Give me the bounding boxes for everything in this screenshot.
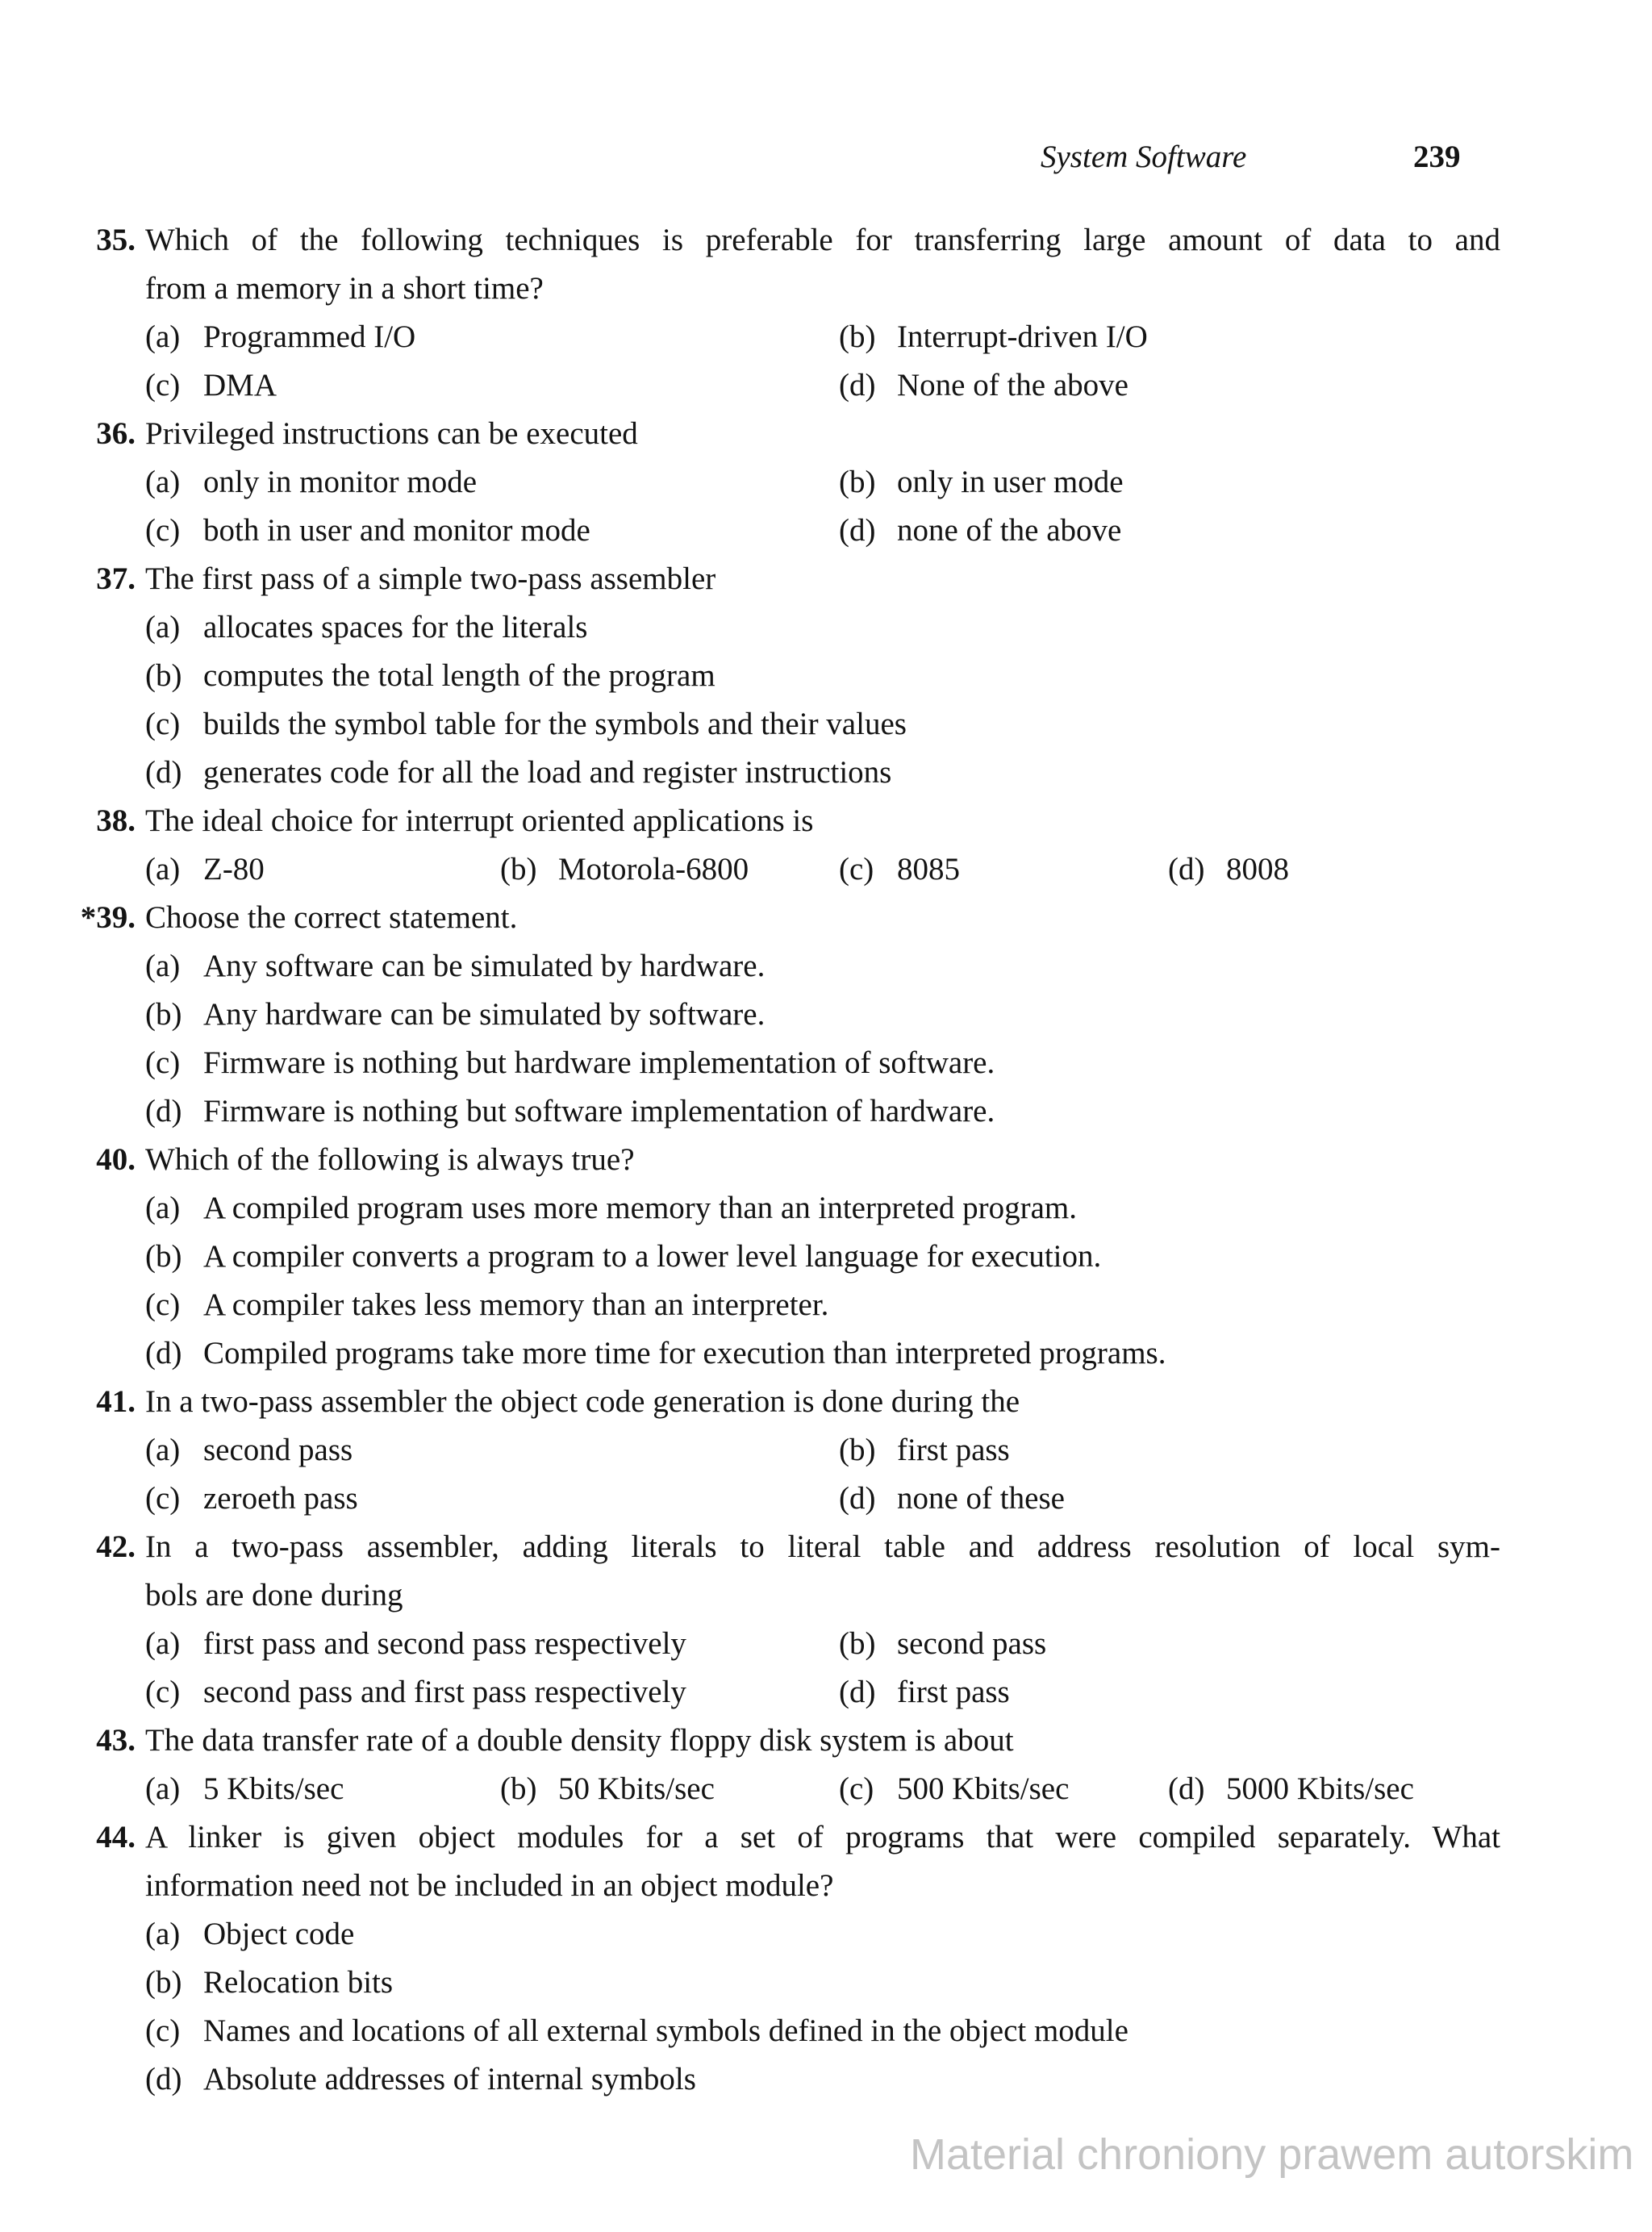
option-text: second pass and first pass respectively xyxy=(203,1675,686,1709)
option-label: (b) xyxy=(500,852,537,887)
question-line xyxy=(0,1378,1652,1426)
question-text: Privileged instructions can be executed xyxy=(145,416,638,451)
option-row xyxy=(0,1426,1652,1475)
question xyxy=(0,1813,1652,2104)
question xyxy=(0,410,1652,555)
option-text: Compiled programs take more time for execution than interpreted programs. xyxy=(203,1336,1166,1370)
question-text: Which of the following techniques is preferable for transferring large amount of data to and xyxy=(145,223,1500,257)
answer-option xyxy=(145,1765,344,1813)
option-label: (b) xyxy=(839,1433,876,1467)
option-row xyxy=(0,1959,1652,2007)
option-text: zeroeth pass xyxy=(203,1481,358,1516)
question-line xyxy=(0,1571,1652,1620)
answer-options xyxy=(0,845,1652,894)
question-list xyxy=(0,216,1652,2104)
option-label: (c) xyxy=(145,707,181,741)
question-number: 36. xyxy=(96,416,136,451)
option-text: allocates spaces for the literals xyxy=(203,610,588,645)
answer-options xyxy=(0,1620,1652,1717)
answer-option xyxy=(1168,845,1289,894)
option-row xyxy=(0,845,1652,894)
option-row xyxy=(0,991,1652,1039)
option-text: A compiler converts a program to a lower level language for execution. xyxy=(203,1239,1102,1274)
answer-option xyxy=(145,1620,686,1668)
question-text: Choose the correct statement. xyxy=(145,900,518,935)
option-row xyxy=(0,2055,1652,2104)
option-text: second pass xyxy=(203,1433,353,1467)
option-row xyxy=(0,1910,1652,1959)
question-line xyxy=(0,894,1652,942)
question xyxy=(0,1136,1652,1378)
answer-options xyxy=(0,942,1652,1136)
answer-option xyxy=(145,2055,696,2104)
question-text: The ideal choice for interrupt oriented applications is xyxy=(145,803,814,838)
question-text: from a memory in a short time? xyxy=(145,271,544,306)
option-text: first pass and second pass respectively xyxy=(203,1626,686,1661)
answer-option xyxy=(145,361,277,410)
option-text: only in user mode xyxy=(897,465,1124,499)
question-text: Which of the following is always true? xyxy=(145,1142,635,1177)
question-line xyxy=(0,1136,1652,1184)
answer-option xyxy=(145,507,590,555)
answer-option xyxy=(839,1620,1046,1668)
question xyxy=(0,216,1652,410)
option-label: (a) xyxy=(145,465,181,499)
question-number: 43. xyxy=(96,1723,136,1758)
question-line xyxy=(0,1862,1652,1910)
question-line xyxy=(0,1717,1652,1765)
answer-option xyxy=(145,313,415,361)
answer-option xyxy=(839,1668,1010,1717)
option-label: (b) xyxy=(500,1771,537,1806)
question-text: In a two-pass assembler the object code generation is done during the xyxy=(145,1384,1020,1419)
question-number: 42. xyxy=(96,1529,136,1564)
question-number: 38. xyxy=(96,803,136,838)
option-label: (b) xyxy=(839,1626,876,1661)
option-text: Interrupt-driven I/O xyxy=(897,319,1148,354)
option-row xyxy=(0,1281,1652,1329)
option-label: (d) xyxy=(839,1675,876,1709)
answer-option xyxy=(145,1233,1101,1281)
option-text: Firmware is nothing but software implementation of hardware. xyxy=(203,1094,995,1129)
answer-option xyxy=(145,1329,1166,1378)
answer-option xyxy=(839,458,1124,507)
question xyxy=(0,797,1652,894)
option-text: Any hardware can be simulated by software. xyxy=(203,997,766,1032)
option-label: (d) xyxy=(145,1336,182,1370)
option-label: (b) xyxy=(839,319,876,354)
option-label: (a) xyxy=(145,1191,181,1225)
option-label: (a) xyxy=(145,1433,181,1467)
question-line xyxy=(0,216,1652,265)
option-label: (a) xyxy=(145,1917,181,1951)
option-text: Relocation bits xyxy=(203,1965,394,2000)
option-text: both in user and monitor mode xyxy=(203,513,590,548)
option-label: (d) xyxy=(839,513,876,548)
option-label: (b) xyxy=(145,1965,182,2000)
answer-option xyxy=(839,1426,1010,1475)
question-number: 40. xyxy=(96,1142,136,1177)
answer-option xyxy=(839,1765,1069,1813)
answer-option xyxy=(145,1039,995,1087)
question-number: 41. xyxy=(96,1384,136,1419)
option-row xyxy=(0,1475,1652,1523)
question xyxy=(0,1378,1652,1523)
answer-option xyxy=(839,313,1148,361)
option-text: Firmware is nothing but hardware implementation of software. xyxy=(203,1045,995,1080)
option-row xyxy=(0,2007,1652,2055)
option-label: (b) xyxy=(145,997,182,1032)
option-label: (b) xyxy=(145,1239,182,1274)
option-text: first pass xyxy=(897,1433,1010,1467)
option-text: 5 Kbits/sec xyxy=(203,1771,344,1806)
option-label: (d) xyxy=(1168,852,1205,887)
answer-options xyxy=(0,458,1652,555)
option-row xyxy=(0,749,1652,797)
question-line xyxy=(0,410,1652,458)
question-number: 37. xyxy=(96,561,136,596)
option-row xyxy=(0,1233,1652,1281)
option-text: Absolute addresses of internal symbols xyxy=(203,2062,696,2096)
answer-option xyxy=(145,2007,1128,2055)
option-text: first pass xyxy=(897,1675,1010,1709)
question-line xyxy=(0,1523,1652,1571)
option-text: only in monitor mode xyxy=(203,465,478,499)
question-text: A linker is given object modules for a set of programs that were compiled separately. What xyxy=(145,1820,1500,1854)
answer-option xyxy=(145,603,587,652)
question-text: The data transfer rate of a double density floppy disk system is about xyxy=(145,1723,1014,1758)
answer-option xyxy=(500,1765,715,1813)
option-label: (b) xyxy=(839,465,876,499)
option-row xyxy=(0,1329,1652,1378)
answer-options xyxy=(0,1184,1652,1378)
option-label: (c) xyxy=(145,2013,181,2048)
answer-option xyxy=(839,1475,1065,1523)
answer-option xyxy=(145,845,265,894)
option-row xyxy=(0,652,1652,700)
page-number: 239 xyxy=(1413,140,1461,174)
option-label: (d) xyxy=(839,368,876,403)
option-text: Names and locations of all external symbols defined in the object module xyxy=(203,2013,1128,2048)
option-label: (a) xyxy=(145,319,181,354)
option-label: (c) xyxy=(839,852,874,887)
option-label: (b) xyxy=(145,658,182,693)
option-row xyxy=(0,1668,1652,1717)
question-text: bols are done during xyxy=(145,1578,403,1612)
option-label: (c) xyxy=(145,368,181,403)
question-text: The first pass of a simple two-pass assembler xyxy=(145,561,716,596)
option-text: DMA xyxy=(203,368,277,403)
question xyxy=(0,555,1652,797)
question-line xyxy=(0,555,1652,603)
option-label: (c) xyxy=(145,1287,181,1322)
option-label: (c) xyxy=(145,1675,181,1709)
answer-option xyxy=(145,1281,828,1329)
option-row xyxy=(0,1087,1652,1136)
option-row xyxy=(0,942,1652,991)
answer-option xyxy=(145,1668,686,1717)
answer-option xyxy=(145,1910,354,1959)
option-text: Programmed I/O xyxy=(203,319,416,354)
answer-option xyxy=(839,361,1128,410)
option-label: (a) xyxy=(145,852,181,887)
answer-option xyxy=(145,700,907,749)
question xyxy=(0,1523,1652,1717)
answer-options xyxy=(0,603,1652,797)
option-text: A compiled program uses more memory than an interpreted program. xyxy=(203,1191,1078,1225)
option-label: (d) xyxy=(145,755,182,790)
answer-options xyxy=(0,1765,1652,1813)
question-text: information need not be included in an object module? xyxy=(145,1868,834,1903)
answer-option xyxy=(839,507,1121,555)
option-row xyxy=(0,1184,1652,1233)
option-label: (d) xyxy=(839,1481,876,1516)
question-text: In a two-pass assembler, adding literals to literal table and address resolution of local sym- xyxy=(145,1529,1500,1564)
option-label: (c) xyxy=(839,1771,874,1806)
copyright-watermark: Material chroniony prawem autorskim xyxy=(910,2130,1634,2179)
option-text: Any software can be simulated by hardware. xyxy=(203,949,766,983)
option-text: builds the symbol table for the symbols and their values xyxy=(203,707,907,741)
option-row xyxy=(0,458,1652,507)
option-label: (a) xyxy=(145,610,181,645)
option-label: (a) xyxy=(145,1771,181,1806)
option-label: (d) xyxy=(145,2062,182,2096)
answer-option xyxy=(145,1184,1077,1233)
running-title: System Software xyxy=(1041,140,1247,174)
option-text: generates code for all the load and register instructions xyxy=(203,755,892,790)
answer-option xyxy=(145,1087,995,1136)
answer-options xyxy=(0,1426,1652,1523)
option-text: A compiler takes less memory than an interpreter. xyxy=(203,1287,829,1322)
option-row xyxy=(0,361,1652,410)
option-label: (d) xyxy=(145,1094,182,1129)
answer-option xyxy=(145,652,715,700)
option-label: (a) xyxy=(145,949,181,983)
option-text: None of the above xyxy=(897,368,1128,403)
option-label: (c) xyxy=(145,1045,181,1080)
option-row xyxy=(0,603,1652,652)
question-number: 35. xyxy=(96,223,136,257)
question xyxy=(0,894,1652,1136)
option-text: 8085 xyxy=(897,852,960,887)
question-line xyxy=(0,797,1652,845)
question-number: *39. xyxy=(80,900,136,935)
option-text: none of these xyxy=(897,1481,1065,1516)
answer-option xyxy=(145,749,891,797)
option-text: 8008 xyxy=(1226,852,1289,887)
answer-options xyxy=(0,1910,1652,2104)
option-text: none of the above xyxy=(897,513,1122,548)
option-text: computes the total length of the program xyxy=(203,658,715,693)
answer-option xyxy=(145,458,477,507)
answer-option xyxy=(839,845,960,894)
option-row xyxy=(0,313,1652,361)
answer-option xyxy=(500,845,749,894)
option-row xyxy=(0,1620,1652,1668)
answer-option xyxy=(145,1426,353,1475)
answer-options xyxy=(0,313,1652,410)
option-label: (c) xyxy=(145,513,181,548)
option-text: Object code xyxy=(203,1917,355,1951)
question-line xyxy=(0,265,1652,313)
page-header xyxy=(0,139,1652,187)
option-text: 500 Kbits/sec xyxy=(897,1771,1070,1806)
option-label: (d) xyxy=(1168,1771,1205,1806)
answer-option xyxy=(145,942,765,991)
option-text: second pass xyxy=(897,1626,1047,1661)
answer-option xyxy=(145,1475,358,1523)
question-number: 44. xyxy=(96,1820,136,1854)
option-text: Z-80 xyxy=(203,852,265,887)
answer-option xyxy=(145,991,765,1039)
option-row xyxy=(0,1765,1652,1813)
answer-option xyxy=(145,1959,393,2007)
option-text: 50 Kbits/sec xyxy=(558,1771,715,1806)
option-label: (c) xyxy=(145,1481,181,1516)
option-text: Motorola-6800 xyxy=(558,852,749,887)
option-row xyxy=(0,700,1652,749)
answer-option xyxy=(1168,1765,1414,1813)
question-line xyxy=(0,1813,1652,1862)
option-row xyxy=(0,1039,1652,1087)
question xyxy=(0,1717,1652,1813)
option-label: (a) xyxy=(145,1626,181,1661)
option-row xyxy=(0,507,1652,555)
option-text: 5000 Kbits/sec xyxy=(1226,1771,1414,1806)
